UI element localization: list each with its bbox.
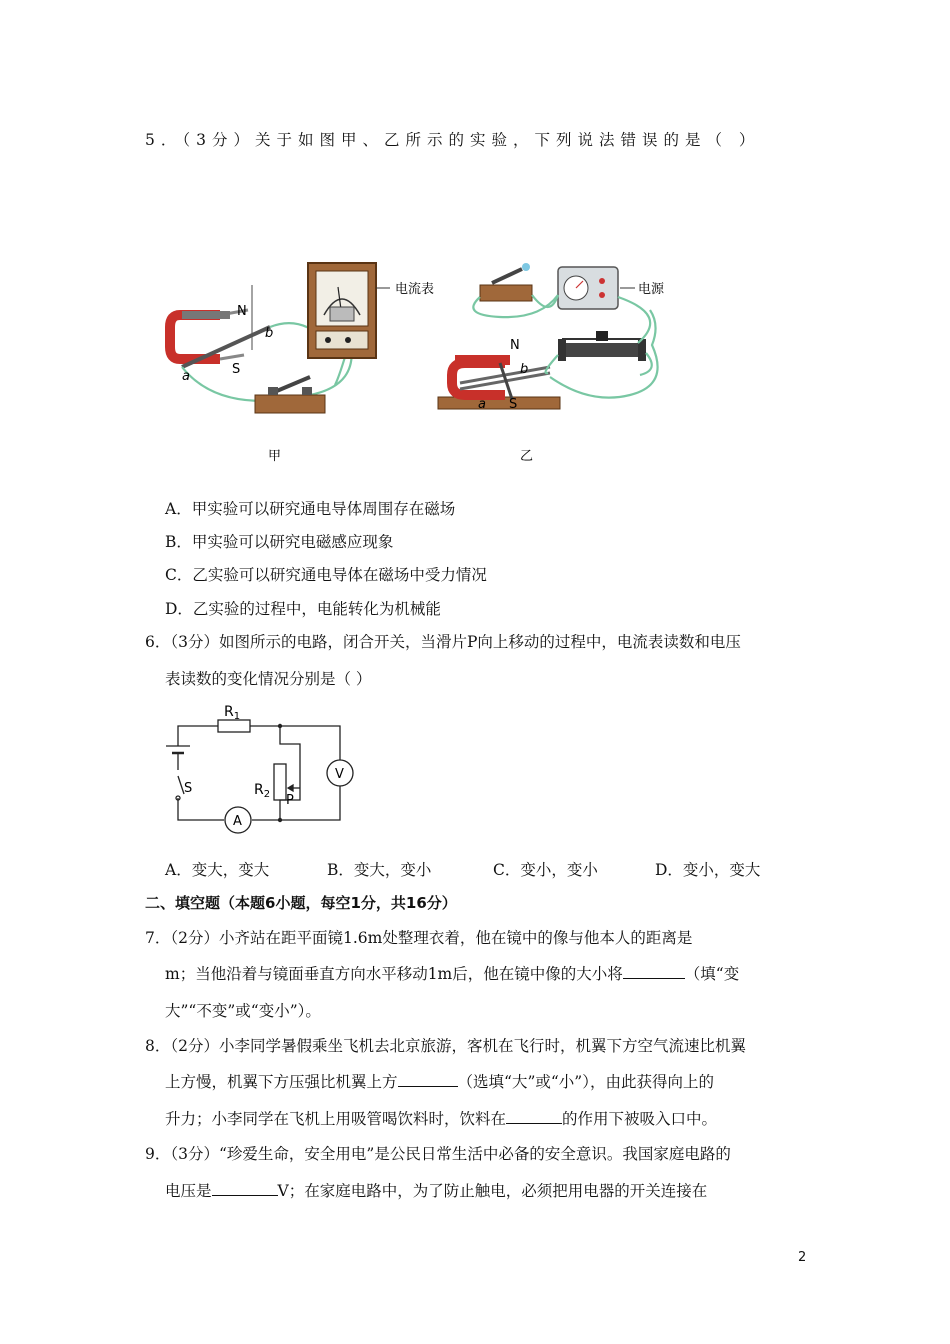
answer-blank [623, 964, 685, 979]
q5-option-b: B．甲实验可以研究电磁感应现象 [165, 533, 394, 551]
label-r2: $R_2$ [254, 782, 271, 800]
label-s-right: S [509, 397, 518, 412]
caption-yi: 乙 [520, 449, 534, 464]
label-a-left: a [182, 369, 190, 384]
q7-line2: m；当他沿着与镜面垂直方向水平移动1m后，他在镜中像的大小将 （填“变 [165, 965, 740, 983]
conductor-rod-left [182, 327, 270, 367]
q8-line2: 上方慢，机翼下方压强比机翼上方 （选填“大”或“小”），由此获得向上的 [165, 1073, 714, 1091]
label-power: 电源 [638, 282, 665, 297]
q5-option-c: C．乙实验可以研究通电导体在磁场中受力情况 [165, 566, 487, 584]
label-n-right: N [510, 338, 520, 353]
rheostat-r2 [274, 764, 286, 800]
q6-circuit [160, 700, 360, 840]
answer-blank [506, 1109, 562, 1124]
figure-yi [438, 263, 665, 464]
label-p: P [286, 793, 294, 808]
label-s-left: S [232, 362, 241, 377]
q6-option-d: D．变小，变大 [655, 861, 761, 879]
answer-blank [398, 1072, 458, 1087]
label-a-right: a [478, 397, 486, 412]
label-a-meter: A [233, 814, 242, 829]
q9-line2: 电压是 V；在家庭电路中，为了防止触电，必须把用电器的开关连接在 [165, 1182, 708, 1200]
q7-line1: 7．（2分）小齐站在距平面镜1.6m处整理衣着，他在镜中的像与他本人的距离是 [145, 929, 693, 947]
label-b-left: b [265, 326, 274, 341]
q8-line1: 8．（2分）小李同学暑假乘坐飞机去北京旅游，客机在飞行时，机翼下方空气流速比机翼 [145, 1037, 746, 1055]
q5-figure [160, 255, 680, 470]
q6-stem-line2: 表读数的变化情况分别是（ ） [165, 670, 372, 688]
q9-line1: 9．（3分）“珍爱生命，安全用电”是公民日常生活中必备的安全意识。我国家庭电路的 [145, 1145, 731, 1163]
label-r1: $R_1$ [224, 704, 241, 722]
q5-option-d: D．乙实验的过程中，电能转化为机械能 [165, 600, 441, 618]
label-b-right: b [520, 362, 529, 377]
q7-line3: 大”“不变”或“变小”）。 [165, 1002, 321, 1020]
label-v-meter: V [335, 767, 344, 782]
section-title: 二、填空题（本题6小题，每空1分，共16分） [145, 894, 457, 912]
page-number: 2 [798, 1250, 807, 1265]
q5-option-a: A．甲实验可以研究通电导体周围存在磁场 [165, 500, 456, 518]
q5-stem: 5．（3分）关于如图甲、乙所示的实验，下列说法错误的是（ ） [145, 131, 761, 149]
answer-blank [212, 1181, 278, 1196]
switch-right [480, 285, 532, 301]
q6-option-a: A．变大，变大 [165, 861, 270, 879]
q8-line3: 升力；小李同学在飞机上用吸管喝饮料时，饮料在 的作用下被吸入口中。 [165, 1110, 718, 1128]
q6-option-c: C．变小，变小 [493, 861, 598, 879]
label-n-left: N [237, 304, 247, 319]
caption-jia: 甲 [268, 449, 282, 464]
label-ammeter: 电流表 [395, 282, 435, 297]
figure-jia [170, 263, 434, 464]
q6-stem-line1: 6．（3分）如图所示的电路，闭合开关，当滑片P向上移动的过程中，电流表读数和电压 [145, 633, 741, 651]
switch-left [255, 395, 325, 413]
label-s: S [184, 781, 193, 796]
rheostat [562, 343, 642, 357]
q6-option-b: B．变大，变小 [327, 861, 432, 879]
